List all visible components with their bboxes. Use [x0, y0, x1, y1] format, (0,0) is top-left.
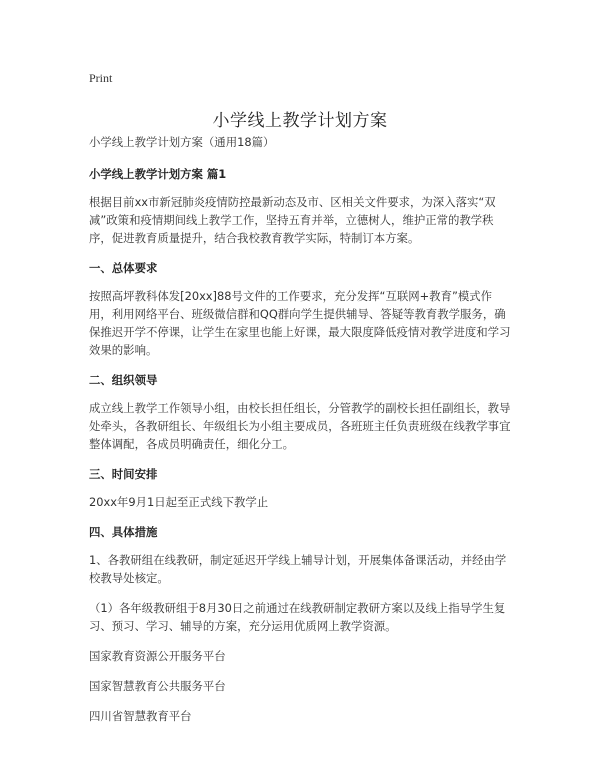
section-heading-organization: 二、组织领导 — [89, 373, 158, 387]
general-requirements-paragraph: 按照高坪教科体发[20xx]88号文件的工作要求，充分发挥“互联网+教育”模式作用，利用网络平台、班级微信群和QQ群向学生提供辅导、答疑等教育教学服务，确保推迟开学不停课，让学生在家里也能上好课，最大限度降低疫情对教学进度和学习效果的影响。 — [89, 289, 511, 357]
section-heading-general-requirements: 一、总体要求 — [89, 261, 158, 275]
schedule-paragraph: 20xx年9月1日起至正式线下教学止 — [89, 495, 269, 509]
organization-paragraph: 成立线上教学工作领导小组，由校长担任组长，分管教学的副校长担任副组长，教导处牵头，各教研组长、年级组长为小组主要成员，各班班主任负责班级在线教学事宜整体调配，各成员明确责任，细化分工。 — [89, 401, 511, 451]
intro-paragraph: 根据目前xx市新冠肺炎疫情防控最新动态及市、区相关文件要求，为深入落实“双减”政策和疫情期间线上教学工作，坚持五育并举，立德树人，维护正常的教学秩序，促进教育质量提升，结合我校教育教学实际，特制订本方案。 — [89, 195, 496, 245]
resource-item: 国家智慧教育公共服务平台 — [89, 679, 226, 693]
resource-item: 国家教育资源公开服务平台 — [89, 649, 226, 663]
print-link[interactable]: Print — [89, 71, 113, 85]
section-heading-schedule: 三、时间安排 — [89, 467, 158, 481]
article-heading: 小学线上教学计划方案 篇1 — [89, 167, 227, 181]
document-body — [89, 133, 513, 737]
document-title: 小学线上教学计划方案 — [212, 111, 388, 132]
section-heading-measures: 四、具体措施 — [89, 525, 158, 539]
measure-item-1: 1、各教研组在线教研，制定延迟开学线上辅导计划，开展集体备课活动，并经由学校教导处核定。 — [89, 553, 507, 585]
measure-item-1-sub: （1）各年级教研组于8月30日之前通过在线教研制定教研方案以及线上指导学生复习、预习、学习、辅导的方案，充分运用优质网上教学资源。 — [89, 601, 506, 633]
document-subtitle: 小学线上教学计划方案（通用18篇） — [89, 135, 275, 149]
resource-item: 四川省智慧教育平台 — [89, 709, 192, 723]
